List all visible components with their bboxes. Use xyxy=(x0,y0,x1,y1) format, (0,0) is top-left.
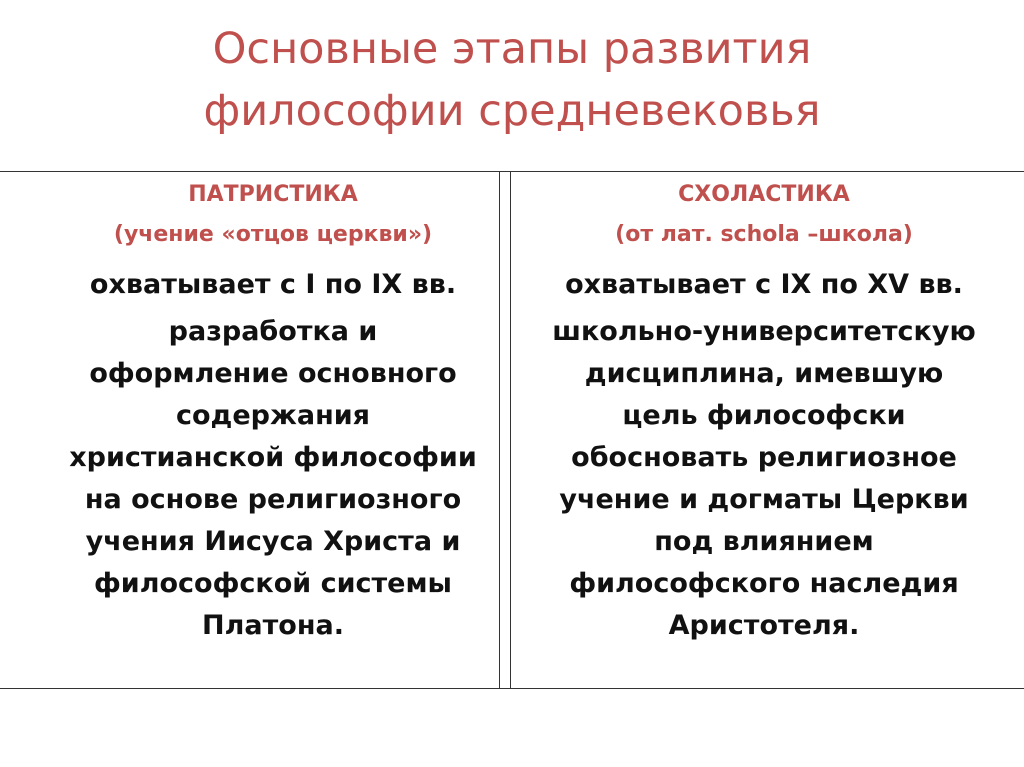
scholasticism-subheading: (от лат. schola –школа) xyxy=(615,222,913,247)
title-line-2: философии средневековья xyxy=(203,86,821,136)
scholasticism-line: цель философски xyxy=(622,400,906,431)
scholasticism-line: обосновать религиозное xyxy=(571,442,957,473)
patristics-line: содержания xyxy=(176,400,370,431)
scholasticism-heading: СХОЛАСТИКА xyxy=(678,182,850,207)
patristics-line: Платона. xyxy=(202,610,344,641)
patristics-line: христианской философии xyxy=(69,442,477,473)
scholasticism-period: охватывает с IX по XV вв. xyxy=(565,269,963,300)
title-line-1: Основные этапы развития xyxy=(212,24,812,74)
patristics-line: оформление основного xyxy=(89,358,457,389)
scholasticism-line: философского наследия xyxy=(569,568,959,599)
patristics-subheading: (учение «отцов церкви») xyxy=(113,222,433,247)
scholasticism-description xyxy=(516,311,1012,647)
scholasticism-line: дисциплина, имевшую xyxy=(584,358,944,389)
patristics-line: разработка и xyxy=(168,316,378,347)
slide-title xyxy=(0,18,1024,142)
scholasticism-line: под влиянием xyxy=(654,526,874,557)
patristics-heading: ПАТРИСТИКА xyxy=(188,182,358,207)
column-divider-right xyxy=(510,171,511,688)
patristics-line: учения Иисуса Христа и xyxy=(85,526,461,557)
scholasticism-line: Аристотеля. xyxy=(668,610,860,641)
patristics-column xyxy=(40,175,506,647)
table-top-border xyxy=(0,171,1024,172)
scholasticism-line: учение и догматы Церкви xyxy=(559,484,969,515)
table-bottom-border xyxy=(0,688,1024,689)
scholasticism-column xyxy=(516,175,1012,647)
scholasticism-line: школьно-университетскую xyxy=(552,316,976,347)
patristics-line: на основе религиозного xyxy=(84,484,462,515)
patristics-period: охватывает с I по IX вв. xyxy=(89,269,457,300)
patristics-line: философской системы xyxy=(94,568,452,599)
patristics-description xyxy=(40,311,506,647)
